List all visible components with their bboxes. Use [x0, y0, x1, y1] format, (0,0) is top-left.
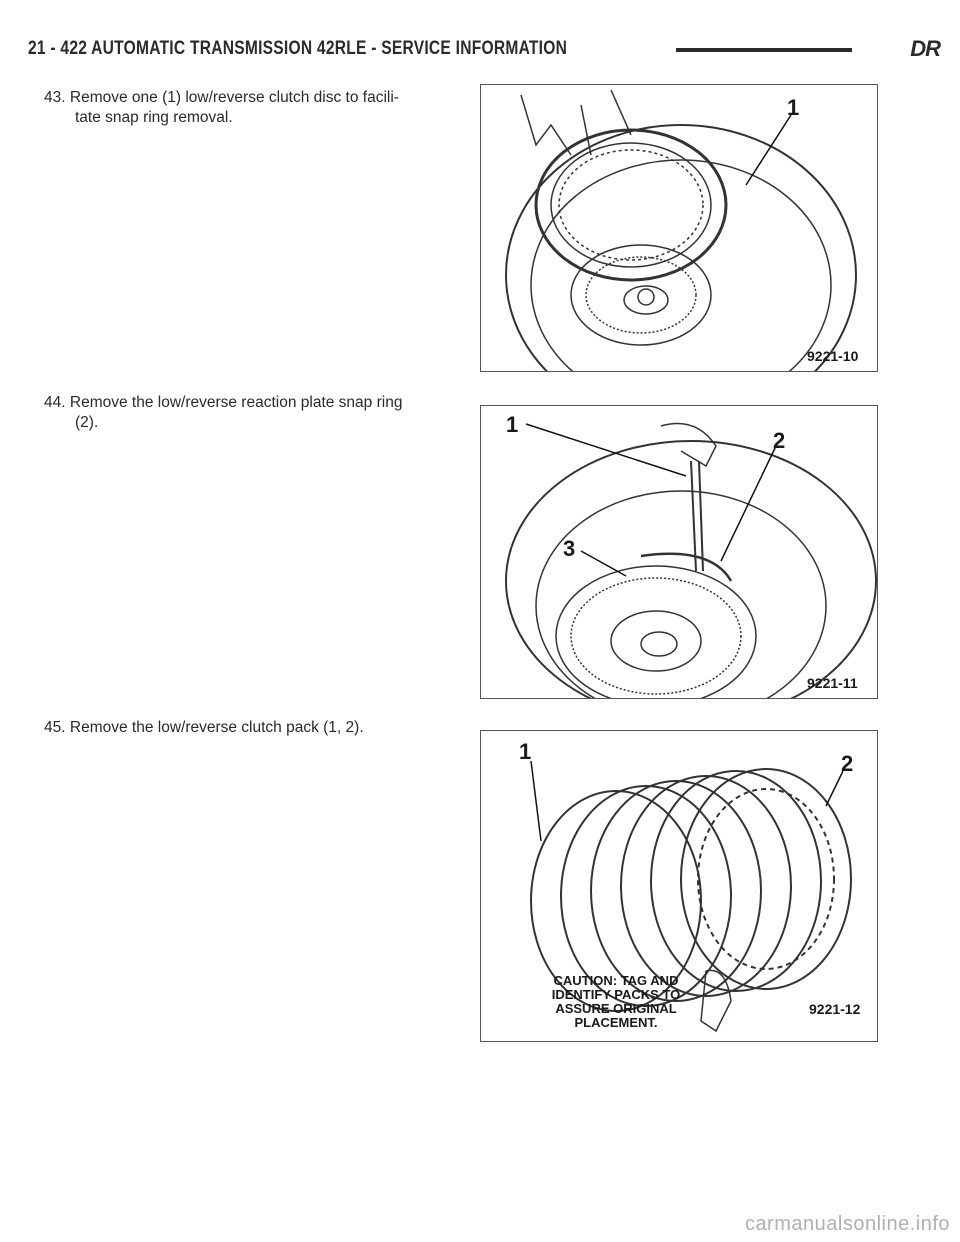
step-44 [44, 393, 444, 433]
caution-line-2: IDENTIFY PACKS TO [551, 987, 681, 1002]
page-title: 21 - 422 AUTOMATIC TRANSMISSION 42RLE - SERVICE INFORMATION [28, 38, 568, 59]
leader-line [721, 446, 776, 561]
step-number: 45. [44, 719, 66, 736]
step-text-line2: tate snap ring removal. [75, 109, 233, 126]
clutch-pack-illustration [481, 731, 877, 1041]
leader-line [526, 424, 686, 476]
brand-logo: DR [910, 36, 940, 61]
callout-1: 1 [519, 739, 532, 764]
callout-1: 1 [787, 95, 800, 120]
leader-line [826, 771, 843, 806]
figure-9221-10 [480, 84, 878, 372]
figure-id: 9221-12 [809, 1001, 861, 1017]
callout-2: 2 [841, 751, 854, 776]
figure-9221-12 [480, 730, 878, 1042]
callout-2: 2 [773, 428, 786, 453]
snap-ring-illustration [481, 406, 877, 698]
leader-line [746, 115, 791, 185]
figure-id: 9221-10 [807, 348, 859, 364]
step-43 [44, 88, 444, 128]
step-text-line1: Remove the low/reverse reaction plate snap ring [69, 394, 403, 411]
step-number: 43. [44, 89, 66, 106]
page-header [28, 38, 940, 68]
step-text-line1: Remove the low/reverse clutch pack (1, 2). [69, 719, 364, 736]
figure-9221-11 [480, 405, 878, 699]
caution-line-1: CAUTION: TAG AND [553, 973, 679, 988]
step-45 [44, 718, 444, 738]
step-number: 44. [44, 394, 66, 411]
callout-3: 3 [563, 536, 576, 561]
leader-line [531, 761, 541, 841]
header-rule [676, 48, 852, 52]
figure-id: 9221-11 [807, 675, 858, 691]
caution-line-4: PLACEMENT. [574, 1015, 658, 1030]
leader-line [581, 551, 626, 576]
clutch-disc-illustration [481, 85, 877, 371]
caution-line-3: ASSURE ORIGINAL [555, 1001, 677, 1016]
watermark: carmanualsonline.info [744, 1213, 950, 1235]
step-text-line2: (2). [75, 414, 99, 431]
callout-1: 1 [506, 412, 519, 437]
caution-note [552, 973, 681, 1030]
step-text-line1: Remove one (1) low/reverse clutch disc to facili- [69, 89, 399, 106]
